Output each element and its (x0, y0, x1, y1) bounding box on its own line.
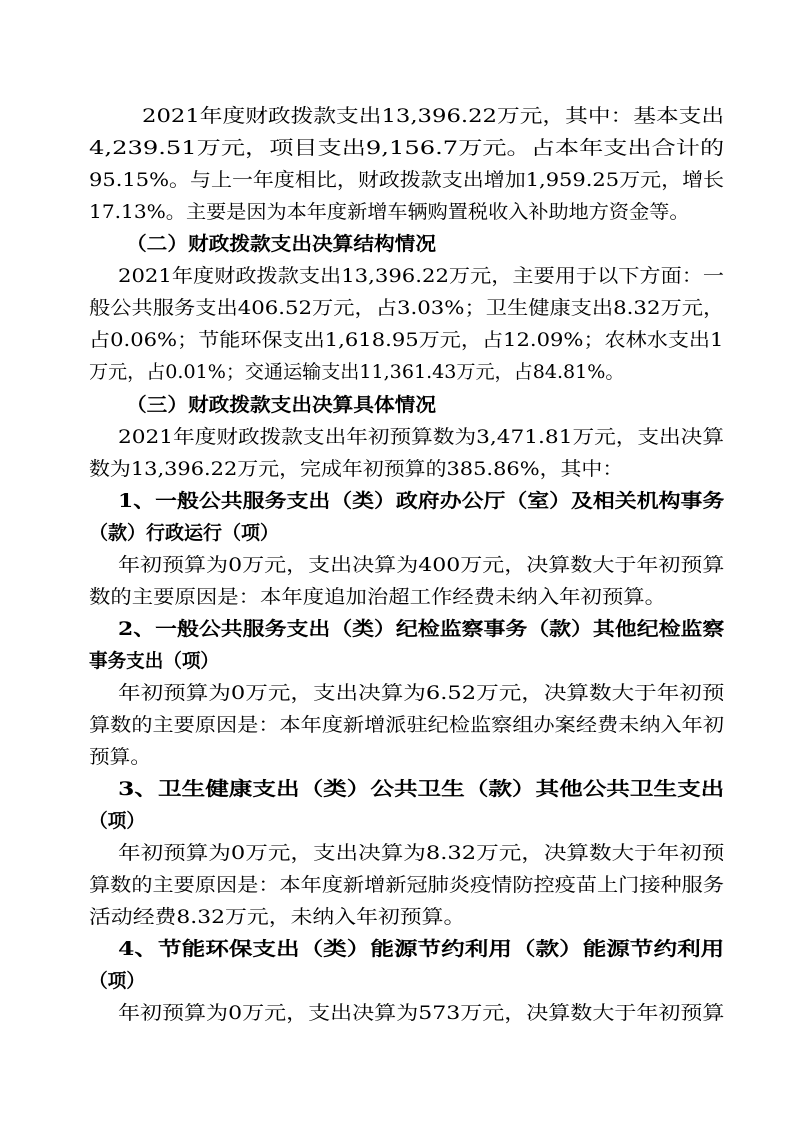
paragraph-line: 17.13%。主要是因为本年度新增车辆购置税收入补助地方资金等。 (89, 201, 690, 223)
paragraph-line: 算数的主要原因是：本年度新增新冠肺炎疫情防控疫苗上门接种服务 (89, 874, 724, 896)
subsection-heading: 4、节能环保支出（类）能源节约利用（款）能源节约利用 (118, 938, 725, 960)
paragraph-line: 数的主要原因是：本年度追加治超工作经费未纳入年初预算。 (89, 586, 667, 608)
paragraph-line: 年初预算为0万元，支出决算为400万元，决算数大于年初预算 (118, 554, 725, 576)
section-heading: （二）财政拨款支出决算结构情况 (126, 233, 437, 255)
paragraph-line: 年初预算为0万元，支出决算为573万元，决算数大于年初预算 (118, 1002, 725, 1024)
paragraph-line: 2021年度财政拨款支出13,396.22万元，其中：基本支出 (142, 105, 725, 127)
paragraph-line: 2021年度财政拨款支出13,396.22万元，主要用于以下方面：一 (118, 265, 725, 287)
paragraph-line: 万元，占0.01%；交通运输支出11,361.43万元，占84.81%。 (89, 361, 625, 383)
paragraph-line: 活动经费8.32万元，未纳入年初预算。 (89, 906, 466, 928)
paragraph-line: 数为13,396.22万元，完成年初预算的385.86%，其中： (89, 458, 624, 480)
paragraph-line: 算数的主要原因是：本年度新增派驻纪检监察组办案经费未纳入年初 (89, 714, 724, 736)
paragraph-line: 占0.06%；节能环保支出1,618.95万元，占12.09%；农林水支出1 (89, 329, 724, 351)
subsection-heading: 2、一般公共服务支出（类）纪检监察事务（款）其他纪检监察 (118, 618, 725, 640)
subsection-heading: 3、卫生健康支出（类）公共卫生（款）其他公共卫生支出 (118, 778, 725, 800)
paragraph-line: 2021年度财政拨款支出年初预算数为3,471.81万元，支出决算 (118, 426, 724, 448)
paragraph-line: 4,239.51万元，项目支出9,156.7万元。占本年支出合计的 (89, 137, 725, 159)
subsection-heading: （项） (89, 810, 146, 832)
paragraph-line: 预算。 (89, 746, 152, 768)
paragraph-line: 般公共服务支出406.52万元，占3.03%；卫生健康支出8.32万元， (89, 297, 725, 319)
subsection-heading: （款）行政运行（项） (89, 522, 280, 544)
paragraph-line: 年初预算为0万元，支出决算为8.32万元，决算数大于年初预 (118, 842, 725, 864)
section-heading: （三）财政拨款支出决算具体情况 (126, 394, 437, 416)
paragraph-line: 95.15%。与上一年度相比，财政拨款支出增加1,959.25万元，增长 (89, 169, 725, 191)
paragraph-line: 年初预算为0万元，支出决算为6.52万元，决算数大于年初预 (118, 682, 725, 704)
subsection-heading: 事务支出（项） (89, 650, 220, 672)
subsection-heading: （项） (89, 970, 146, 992)
subsection-heading: 1、一般公共服务支出（类）政府办公厅（室）及相关机构事务 (118, 490, 725, 512)
